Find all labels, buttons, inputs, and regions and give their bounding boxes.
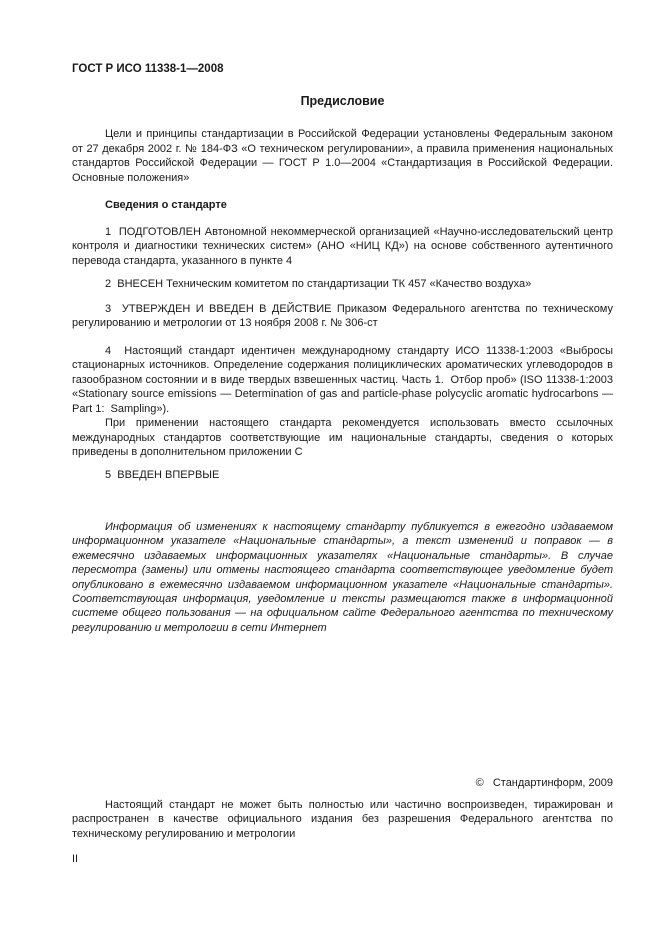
reproduction-restriction-note: Настоящий стандарт не может быть полностью или частично воспроизведен, тиражирован и распространен в качестве официального издания без разрешения Федерального агентства по техническому регулированию и метрологии bbox=[72, 798, 613, 840]
amendments-info-paragraph: Информация об изменениях к настоящему стандарту публикуется в ежегодно издаваемом информационном указателе «Национальные стандарты», а текст изменений и поправок — в ежемесячно издаваемых информационных указателях «Национальные стандарты». В случае пересмотра (замены) или отмены настоящего стандарта соответствующее уведомление будет опубликовано в ежемесячно издаваемом информационном указателе «Национальные стандарты». Соответствующая информация, уведомление и тексты размещаются также в информационной системе общего пользования — на официальном сайте Федерального агентства по техническому регулированию и метрологии в сети Интернет bbox=[72, 521, 613, 634]
intro-paragraph: Цели и принципы стандартизации в Российской Федерации установлены Федеральным законом от 27 декабря 2002 г. № 184-ФЗ «О техническом регулировании», а правила применения национальных стандартов Российской Федерации — ГОСТ Р 1.0—2004 «Стандартизация в Российской Федерации. Основные положения» bbox=[72, 128, 613, 184]
page-title: Предисловие bbox=[300, 94, 385, 108]
standard-info-item-1-prepared: 1 ПОДГОТОВЛЕН Автономной некоммерческой организацией «Научно-исследовательский центр контроля и диагностики технических систем» (АНО «НИЦ КД») на основе собственного аутентичного перевода стандарта, указанного в пункте 4 bbox=[72, 225, 613, 267]
item-4-application-note: При применении настоящего стандарта рекомендуется использовать вместо ссылочных международных стандартов соответствующие им национальные стандарты, сведения о которых приведены в дополнительном приложении С bbox=[72, 417, 613, 458]
copyright-line: © Стандартинформ, 2009 bbox=[475, 777, 613, 790]
standard-info-item-2-submitted: 2 ВНЕСЕН Техническим комитетом по стандартизации ТК 457 «Качество воздуха» bbox=[105, 278, 532, 290]
running-header: ГОСТ Р ИСО 11338-1—2008 bbox=[72, 63, 224, 75]
section-heading-standard-info: Сведения о стандарте bbox=[105, 199, 227, 211]
standard-info-item-3-approved: 3 УТВЕРЖДЕН И ВВЕДЕН В ДЕЙСТВИЕ Приказом Федерального агентства по техническому регулированию и метрологии от 13 ноября 2008 г. № 306-ст bbox=[72, 302, 613, 329]
standard-info-item-5-first-edition: 5 ВВЕДЕН ВПЕРВЫЕ bbox=[105, 468, 220, 481]
page-number: II bbox=[72, 853, 79, 866]
standard-info-item-4-identical: 4 Настоящий стандарт идентичен международному стандарту ИСО 11338-1:2003 «Выбросы стационарных источников. Определение содержания полициклических ароматических углеводородов в газообразном состоянии и в виде твердых взвешенных частиц. Часть 1. Отбор проб» (ISO 11338-1:2003 «Stationary source emissions — Determination of gas and particle-phase polycyclic aromatic hydrocarbons — Part 1: Sampling»). bbox=[72, 344, 613, 415]
